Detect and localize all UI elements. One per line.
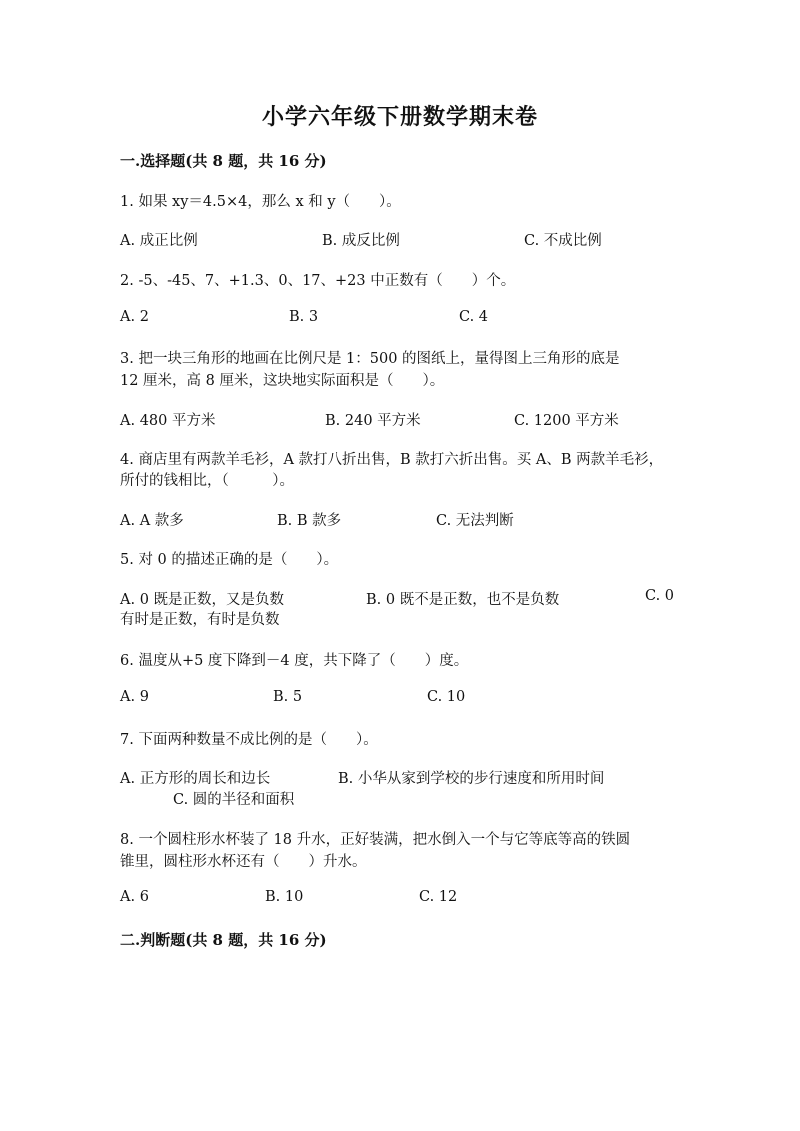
section-heading-choice: 一.选择题(共 8 题，共 16 分)	[120, 152, 327, 170]
question-4-option-a: A. A 款多	[120, 513, 184, 529]
question-1-option-a: A. 成正比例	[120, 233, 198, 249]
question-1-option-c: C. 不成比例	[524, 233, 602, 249]
question-4-option-c: C. 无法判断	[436, 513, 514, 529]
question-5-option-c: C. 0	[645, 588, 675, 604]
question-5-option-a: A. 0 既是正数，又是负数	[120, 592, 285, 608]
question-5-option-b: B. 0 既不是正数，也不是负数	[366, 592, 560, 608]
question-6-text: 6. 温度从+5 度下降到－4 度，共下降了（ ）度。	[120, 653, 469, 669]
question-6-option-a: A. 9	[120, 689, 149, 705]
question-3-text-line-2: 12 厘米，高 8 厘米，这块地实际面积是（ ）。	[120, 373, 445, 389]
question-7-option-b: B. 小华从家到学校的步行速度和所用时间	[338, 771, 605, 787]
section-heading-true-false: 二.判断题(共 8 题，共 16 分)	[120, 931, 327, 949]
question-4-text-line-1: 4. 商店里有两款羊毛衫，A 款打八折出售，B 款打六折出售。买 A、B 两款羊毛衫，	[120, 452, 664, 468]
question-2-text: 2. -5、-45、7、+1.3、0、17、+23 中正数有（ ）个。	[120, 273, 516, 289]
question-8-option-c: C. 12	[419, 889, 458, 905]
question-5-text: 5. 对 0 的描述正确的是（ ）。	[120, 552, 339, 568]
question-1-text: 1. 如果 xy＝4.5×4，那么 x 和 y（ ）。	[120, 194, 401, 210]
question-2-option-c: C. 4	[459, 309, 489, 325]
question-4-option-b: B. B 款多	[277, 513, 342, 529]
question-6-option-c: C. 10	[427, 689, 466, 705]
question-4-text-line-2: 所付的钱相比，（ ）。	[120, 473, 294, 489]
question-2-option-b: B. 3	[289, 309, 319, 325]
question-8-option-a: A. 6	[120, 889, 149, 905]
question-3-option-c: C. 1200 平方米	[514, 413, 619, 429]
question-2-option-a: A. 2	[120, 309, 149, 325]
question-8-text-line-1: 8. 一个圆柱形水杯装了 18 升水，正好装满，把水倒入一个与它等底等高的铁圆	[120, 832, 631, 848]
page-title: 小学六年级下册数学期末卷	[261, 104, 538, 130]
question-3-option-a: A. 480 平方米	[120, 413, 216, 429]
question-3-text-line-1: 3. 把一块三角形的地画在比例尺是 1：500 的图纸上，量得图上三角形的底是	[120, 351, 620, 367]
question-3-option-b: B. 240 平方米	[325, 413, 421, 429]
question-7-option-a: A. 正方形的周长和边长	[120, 771, 271, 787]
question-8-option-b: B. 10	[265, 889, 304, 905]
question-5-option-c-continued: 有时是正数，有时是负数	[120, 612, 280, 628]
question-7-text: 7. 下面两种数量不成比例的是（ ）。	[120, 732, 378, 748]
question-7-option-c: C. 圆的半径和面积	[173, 792, 295, 808]
question-1-option-b: B. 成反比例	[322, 233, 400, 249]
question-8-text-line-2: 锥里，圆柱形水杯还有（ ）升水。	[120, 854, 367, 870]
question-6-option-b: B. 5	[273, 689, 303, 705]
